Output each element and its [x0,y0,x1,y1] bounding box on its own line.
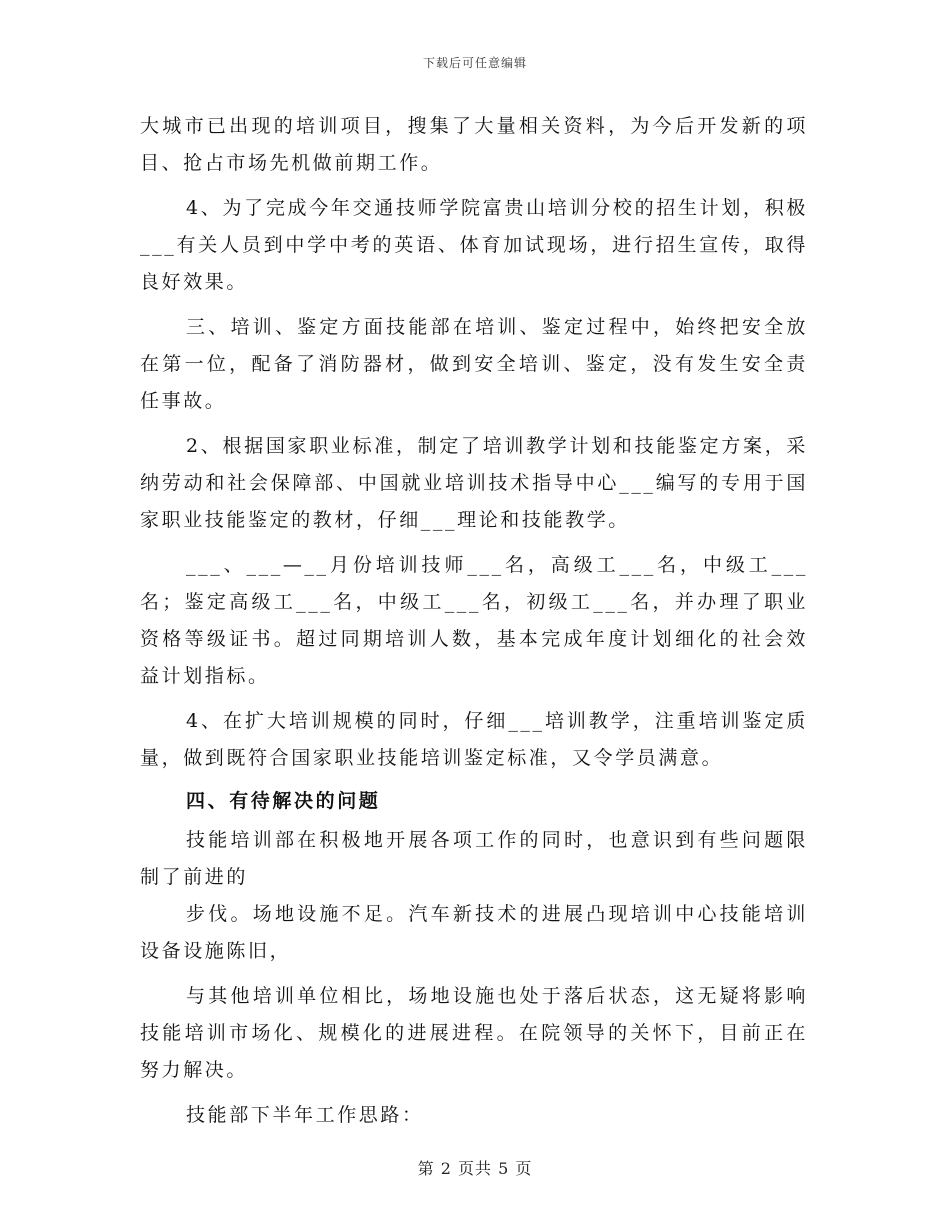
paragraph-training-stats: ___、___—__月份培训技师___名，高级工___名，中级工___名；鉴定高级工___名，中级工___名，初级工___名，并办理了职业资格等级证书。超过同期培训人数，基本完成年度计划细化的社会效益计划指标。 [140,554,808,687]
paragraph-safety: 三、培训、鉴定方面技能部在培训、鉴定过程中，始终把安全放在第一位，配备了消防器材，做到安全培训、鉴定，没有发生安全责任事故。 [140,316,808,412]
paragraph-next-half: 技能部下半年工作思路： [186,1104,424,1126]
page-header-note: 下载后可任意编辑 [422,56,527,70]
document-body [140,108,808,1142]
paragraph-comparison: 与其他培训单位相比，场地设施也处于落后状态，这无疑将影响技能培训市场化、规模化的进展进程。在院领导的关怀下，目前正在努力解决。 [140,985,808,1081]
paragraph-continuation: 大城市已出现的培训项目，搜集了大量相关资料，为今后开发新的项目、抢占市场先机做前期工作。 [140,115,808,174]
section-heading-problems: 四、有待解决的问题 [186,790,381,812]
paragraph-enrollment: 4、为了完成今年交通技师学院富贵山培训分校的招生计划，积极___有关人员到中学中考的英语、体育加试现场，进行招生宣传，取得良好效果。 [140,197,808,293]
page-number: 第 2 页共 5 页 [417,1159,533,1178]
paragraph-facilities: 步伐。场地设施不足。汽车新技术的进展凸现培训中心技能培训设备设施陈旧， [140,903,808,962]
paragraph-quality: 4、在扩大培训规模的同时，仔细___培训教学，注重培训鉴定质量，做到既符合国家职业技能培训鉴定标准，又令学员满意。 [140,710,808,769]
paragraph-standards: 2、根据国家职业标准，制定了培训教学计划和技能鉴定方案，采纳劳动和社会保障部、中国就业培训技术指导中心___编写的专用于国家职业技能鉴定的教材，仔细___理论和技能教学。 [140,435,808,531]
paragraph-problems-intro: 技能培训部在积极地开展各项工作的同时，也意识到有些问题限制了前进的 [140,829,808,888]
